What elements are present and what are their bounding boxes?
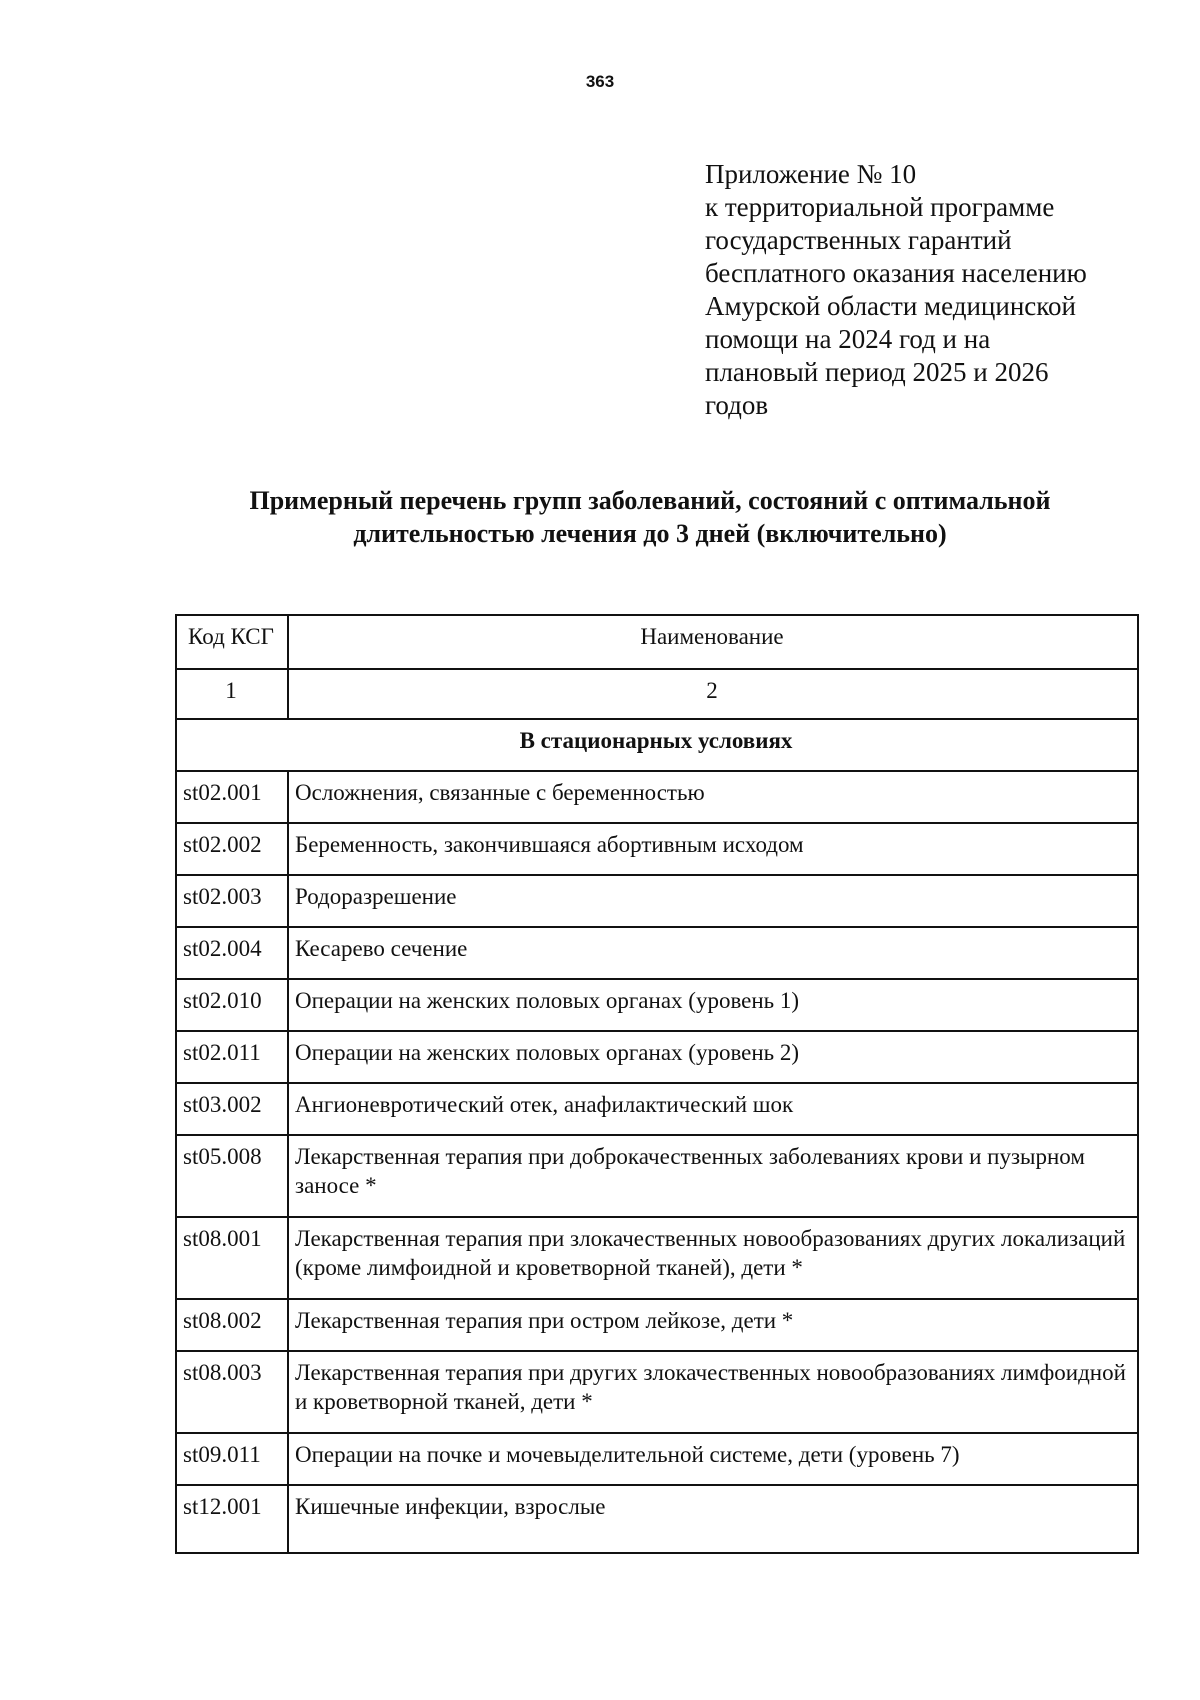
column-number: 2 — [288, 669, 1138, 719]
ksg-name: Беременность, закончившаяся абортивным исходом — [288, 823, 1138, 875]
ksg-code: st08.001 — [176, 1217, 288, 1299]
ksg-code: st02.001 — [176, 771, 288, 823]
table-row — [176, 1433, 1138, 1485]
ksg-code: st08.003 — [176, 1351, 288, 1433]
table-row — [176, 1083, 1138, 1135]
table-row — [176, 1217, 1138, 1299]
ksg-code: st02.010 — [176, 979, 288, 1031]
table-row — [176, 1351, 1138, 1433]
ksg-name: Осложнения, связанные с беременностью — [288, 771, 1138, 823]
appendix-line: государственных гарантий — [705, 225, 1012, 255]
title-line: длительностью лечения до 3 дней (включительно) — [353, 519, 947, 548]
table-row — [176, 1299, 1138, 1351]
table-row — [176, 875, 1138, 927]
column-number-row — [176, 669, 1138, 719]
appendix-line: Амурской области медицинской — [705, 291, 1076, 321]
ksg-code: st02.003 — [176, 875, 288, 927]
ksg-code: st02.004 — [176, 927, 288, 979]
ksg-name: Кесарево сечение — [288, 927, 1138, 979]
ksg-code: st05.008 — [176, 1135, 288, 1217]
appendix-line: Приложение № 10 — [705, 159, 917, 189]
ksg-code: st03.002 — [176, 1083, 288, 1135]
header-name: Наименование — [288, 615, 1138, 669]
ksg-name: Ангионевротический отек, анафилактический шок — [288, 1083, 1138, 1135]
ksg-name: Операции на женских половых органах (уровень 1) — [288, 979, 1138, 1031]
appendix-note — [705, 158, 1175, 422]
table-row — [176, 979, 1138, 1031]
ksg-name: Кишечные инфекции, взрослые — [288, 1485, 1138, 1553]
ksg-code: st08.002 — [176, 1299, 288, 1351]
document-title — [120, 484, 1180, 550]
ksg-code: st09.011 — [176, 1433, 288, 1485]
ksg-code: st02.011 — [176, 1031, 288, 1083]
appendix-line: к территориальной программе — [705, 192, 1055, 222]
ksg-name: Лекарственная терапия при остром лейкозе, дети * — [288, 1299, 1138, 1351]
ksg-name: Лекарственная терапия при доброкачественных заболеваниях крови и пузырном заносе * — [288, 1135, 1138, 1217]
ksg-name: Операции на почке и мочевыделительной системе, дети (уровень 7) — [288, 1433, 1138, 1485]
table-row — [176, 1031, 1138, 1083]
header-code: Код КСГ — [176, 615, 288, 669]
table-header-row — [176, 615, 1138, 669]
table-row — [176, 771, 1138, 823]
ksg-code: st12.001 — [176, 1485, 288, 1553]
ksg-code: st02.002 — [176, 823, 288, 875]
ksg-table — [175, 614, 1139, 1554]
appendix-line: годов — [705, 390, 769, 420]
ksg-name: Лекарственная терапия при злокачественных новообразованиях других локализаций (кроме лимфоидной и кроветворной тканей), дети * — [288, 1217, 1138, 1299]
table-row — [176, 1485, 1138, 1553]
table-row — [176, 1135, 1138, 1217]
table-row — [176, 823, 1138, 875]
title-line: Примерный перечень групп заболеваний, состояний с оптимальной — [249, 486, 1051, 515]
ksg-name: Родоразрешение — [288, 875, 1138, 927]
section-row — [176, 719, 1138, 771]
appendix-line: бесплатного оказания населению — [705, 258, 1087, 288]
page-number: 363 — [585, 72, 615, 91]
appendix-line: помощи на 2024 год и на — [705, 324, 991, 354]
ksg-name: Лекарственная терапия при других злокачественных новообразованиях лимфоидной и кроветворной тканей, дети * — [288, 1351, 1138, 1433]
table-row — [176, 927, 1138, 979]
appendix-line: плановый период 2025 и 2026 — [705, 357, 1049, 387]
section-title: В стационарных условиях — [176, 719, 1138, 771]
column-number: 1 — [176, 669, 288, 719]
ksg-name: Операции на женских половых органах (уровень 2) — [288, 1031, 1138, 1083]
